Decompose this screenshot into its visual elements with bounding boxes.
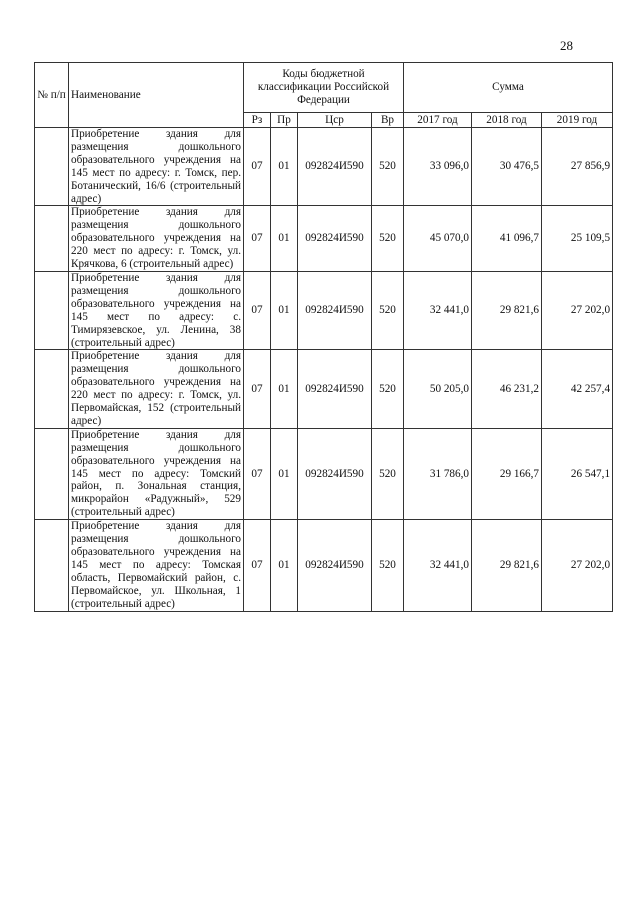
row-sum-2019: 27 202,0 (542, 520, 613, 611)
row-name: Приобретение здания для размещения дошкольного образовательного учреждения на 145 мест по адресу: Томский район, п. Зональная станция, микрорайон «Радужный», 529 (строительный адрес) (69, 428, 244, 519)
row-vr: 520 (372, 271, 404, 349)
row-number (35, 350, 69, 428)
row-csr: 092824И590 (298, 271, 372, 349)
row-number (35, 206, 69, 272)
budget-table (34, 62, 613, 612)
row-vr: 520 (372, 128, 404, 206)
row-sum-2018: 29 166,7 (472, 428, 542, 519)
row-number (35, 428, 69, 519)
table-row (35, 206, 613, 272)
row-csr: 092824И590 (298, 428, 372, 519)
row-name: Приобретение здания для размещения дошкольного образовательного учреждения на 145 мест по адресу: с. Тимирязевское, ул. Ленина, 38 (строительный адрес) (69, 271, 244, 349)
row-pr: 01 (271, 428, 298, 519)
header-number: № п/п (35, 63, 69, 128)
table-row (35, 428, 613, 519)
row-sum-2019: 42 257,4 (542, 350, 613, 428)
row-sum-2017: 50 205,0 (404, 350, 472, 428)
row-sum-2018: 30 476,5 (472, 128, 542, 206)
row-rz: 07 (244, 520, 271, 611)
header-vr: Вр (372, 113, 404, 128)
row-pr: 01 (271, 206, 298, 272)
row-csr: 092824И590 (298, 520, 372, 611)
row-sum-2019: 27 856,9 (542, 128, 613, 206)
row-name: Приобретение здания для размещения дошкольного образовательного учреждения на 220 мест по адресу: г. Томск, ул. Крячкова, 6 (строительный адрес) (69, 206, 244, 272)
table-row (35, 271, 613, 349)
header-year-2018: 2018 год (472, 113, 542, 128)
header-budget-codes: Коды бюджетной классификации Российской Федерации (244, 63, 404, 113)
row-number (35, 128, 69, 206)
row-vr: 520 (372, 206, 404, 272)
row-sum-2019: 25 109,5 (542, 206, 613, 272)
row-sum-2017: 31 786,0 (404, 428, 472, 519)
header-year-2017: 2017 год (404, 113, 472, 128)
row-csr: 092824И590 (298, 350, 372, 428)
row-rz: 07 (244, 206, 271, 272)
row-name: Приобретение здания для размещения дошкольного образовательного учреждения на 145 мест по адресу: Томская область, Первомайский район, с. Первомайское, ул. Школьная, 1 (строительный адрес) (69, 520, 244, 611)
row-rz: 07 (244, 350, 271, 428)
row-sum-2018: 29 821,6 (472, 271, 542, 349)
row-pr: 01 (271, 271, 298, 349)
row-sum-2018: 29 821,6 (472, 520, 542, 611)
row-sum-2018: 46 231,2 (472, 350, 542, 428)
row-sum-2018: 41 096,7 (472, 206, 542, 272)
row-csr: 092824И590 (298, 128, 372, 206)
header-year-2019: 2019 год (542, 113, 613, 128)
row-vr: 520 (372, 350, 404, 428)
row-sum-2017: 32 441,0 (404, 271, 472, 349)
row-pr: 01 (271, 350, 298, 428)
row-sum-2017: 45 070,0 (404, 206, 472, 272)
row-rz: 07 (244, 271, 271, 349)
row-name: Приобретение здания для размещения дошкольного образовательного учреждения на 220 мест по адресу: г. Томск, ул. Первомайская, 152 (строительный адрес) (69, 350, 244, 428)
row-pr: 01 (271, 520, 298, 611)
header-sum: Сумма (404, 63, 613, 113)
row-number (35, 271, 69, 349)
row-rz: 07 (244, 128, 271, 206)
row-name: Приобретение здания для размещения дошкольного образовательного учреждения на 145 мест по адресу: г. Томск, пер. Ботанический, 16/6 (строительный адрес) (69, 128, 244, 206)
row-rz: 07 (244, 428, 271, 519)
header-csr: Цср (298, 113, 372, 128)
row-sum-2017: 33 096,0 (404, 128, 472, 206)
row-csr: 092824И590 (298, 206, 372, 272)
table-row (35, 128, 613, 206)
row-vr: 520 (372, 428, 404, 519)
table-row (35, 520, 613, 611)
row-sum-2017: 32 441,0 (404, 520, 472, 611)
row-sum-2019: 27 202,0 (542, 271, 613, 349)
row-pr: 01 (271, 128, 298, 206)
table-row (35, 350, 613, 428)
table-header (35, 63, 613, 128)
header-rz: Рз (244, 113, 271, 128)
row-number (35, 520, 69, 611)
row-vr: 520 (372, 520, 404, 611)
row-sum-2019: 26 547,1 (542, 428, 613, 519)
header-name: Наименование (69, 63, 244, 128)
header-pr: Пр (271, 113, 298, 128)
page-number: 28 (560, 38, 573, 53)
